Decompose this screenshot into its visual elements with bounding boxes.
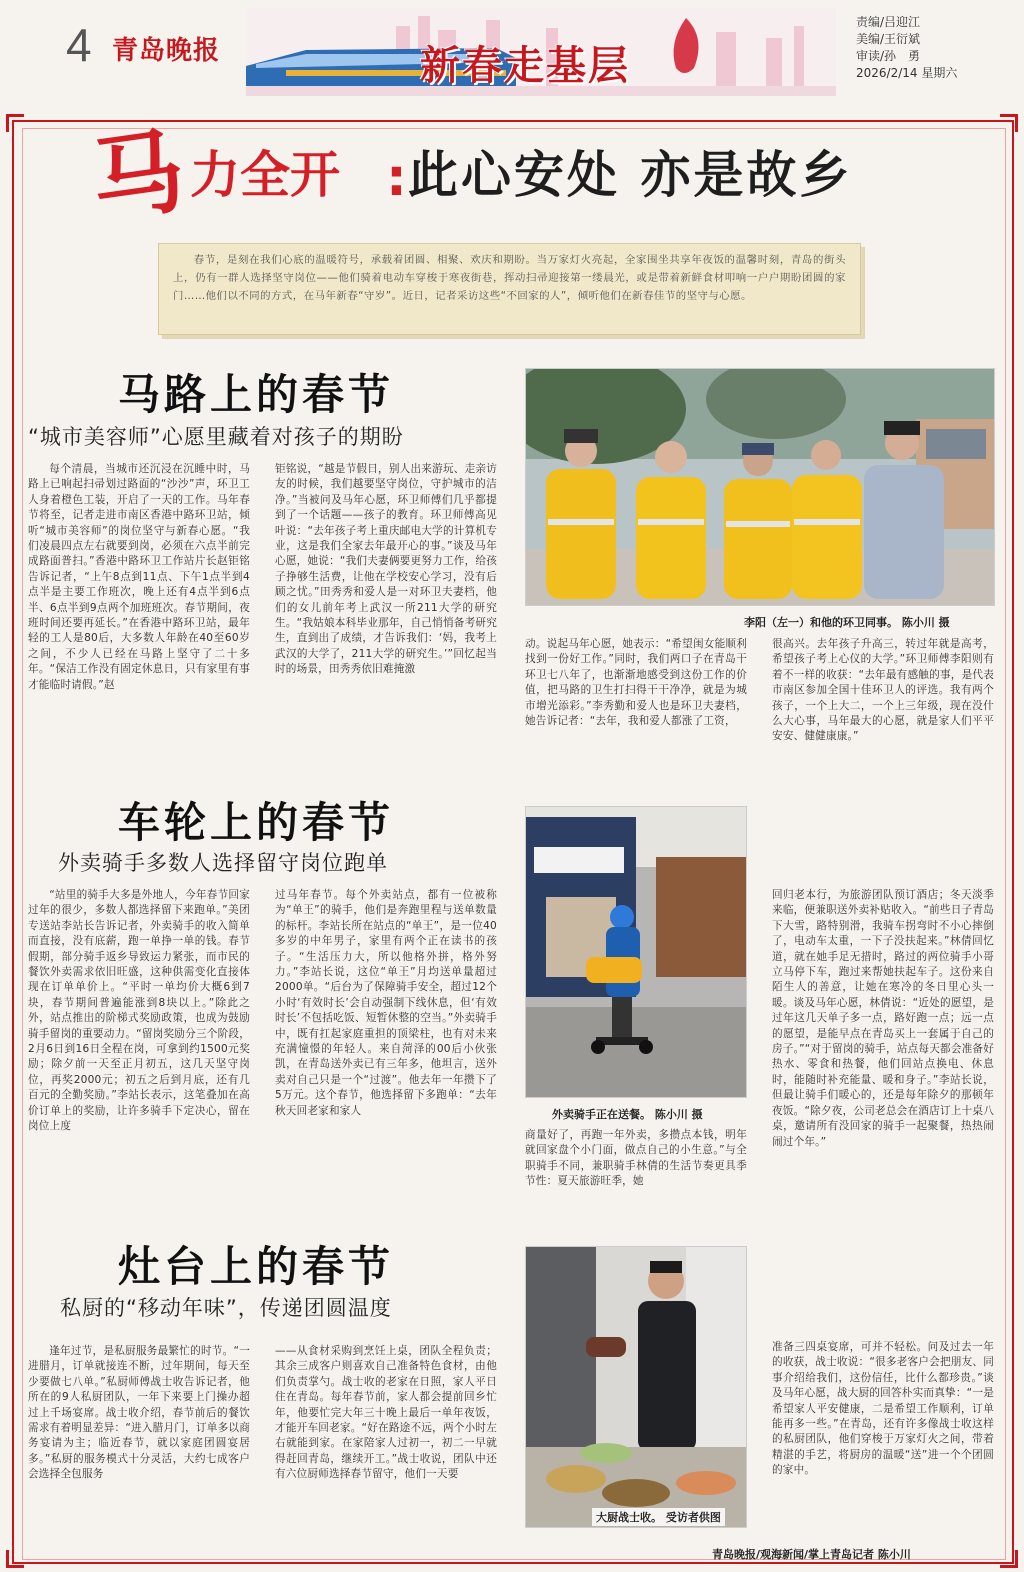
frame-corner-ornament	[1000, 1550, 1018, 1568]
editor-credits	[856, 14, 957, 82]
section-subtitle-wheels: 外卖骑手多数人选择留守岗位跑单	[58, 851, 388, 875]
frame-corner-ornament	[6, 1550, 24, 1568]
newspaper-logo: 青岛晚报	[112, 36, 221, 66]
credit-proofreader: 审读/孙 勇	[856, 49, 921, 63]
frame-corner-ornament	[6, 114, 24, 132]
photo-caption: 大厨战士收。 受访者供图	[592, 1508, 725, 1526]
section-banner-title: 新春走基层	[420, 43, 630, 89]
headline-red-part: 力全开	[190, 146, 340, 204]
article-column: 每个清晨，当城市还沉浸在沉睡中时，马路上已响起扫帚划过路面的“沙沙”声，环卫工人身着橙色工装，开启了一天的工作。马年春节将至，记者走进市南区香港中路环卫站，倾听“城市美容师”的岗位坚守与新春心愿。“我们凌晨四点左右就要到岗，必须在六点半前完成路面普扫。”香港中路环卫工作站片长赵钜铭告诉记者，“上午8点到11点、下午1点半到4点半是主要工作班次，晚上还有4点半到6点半、6点半到9点两个加班班次。春节期间，夜班时间还要再延长。”在香港中路环卫站，最年轻的工人是80后，大多数人年龄在40至60岁之间，不少人已经在马路上坚守了二十多年。“保洁工作没有固定休息日，只有家里有事才能临时请假。”赵	[28, 463, 250, 691]
photo-caption: 外卖骑手正在送餐。 陈小川 摄	[552, 1108, 703, 1121]
headline-calligraphy-ma: 马	[84, 116, 192, 236]
section-title-road: 马路上的春节	[118, 370, 395, 419]
frame-corner-ornament	[1000, 114, 1018, 132]
credit-designer: 美编/王衍斌	[856, 32, 921, 46]
section-title-stove: 灶台上的春节	[118, 1242, 395, 1291]
photo-sanitation-workers	[525, 368, 995, 606]
lede-paragraph: 春节，是刻在我们心底的温暖符号，承载着团圆、相聚、欢庆和期盼。当万家灯火亮起，全家围坐共享年夜饭的温馨时刻，青岛的街头上，仍有一群人选择坚守岗位——他们骑着电动车穿梭于寒夜街巷，挥动扫帚迎接第一缕晨光，或是带着新鲜食材叩响一户户期盼团圆的家门……他们以不同的方式，在马年新春“守岁”。近日，记者采访这些“不回家的人”，倾听他们在新春佳节的坚守与心愿。	[158, 243, 861, 335]
headline-colon: :	[386, 148, 407, 208]
page-number: 4	[66, 19, 92, 71]
headline-main: 此心安处 亦是故乡	[408, 146, 853, 204]
article-column: 钜铭说，“越是节假日，别人出来游玩、走亲访友的时候，我们越要坚守岗位，守护城市的洁净。”当被问及马年心愿，环卫师傅们几乎都提到了一个话题——孩子的教育。环卫师傅高见叶说：“去年孩子考上重庆邮电大学的计算机专业，这是我们全家去年最开心的事。”谈及马年心愿，她说：“我们夫妻俩要更努力工作，给孩子挣够生活费，让他在学校安心学习，没有后顾之忧。”田秀秀和爱人是一对环卫夫妻档，他们的女儿前年考上武汉一所211大学的研究生。“我姑娘本科毕业那年，自己悄悄备考研究生，直到出了成绩，才告诉我们：‘妈，我考上武汉的大学了，211大学的研究生。’”回忆起当时的场景，田秀秀依旧难掩激	[275, 463, 497, 676]
section-subtitle-road: “城市美容师”心愿里藏着对孩子的期盼	[28, 425, 404, 449]
footer-byline: 青岛晚报/观海新闻/掌上青岛记者 陈小川	[712, 1548, 911, 1561]
photo-delivery-rider	[525, 806, 747, 1098]
section-subtitle-stove: 私厨的“移动年味”，传递团圆温度	[60, 1296, 392, 1320]
section-title-wheels: 车轮上的春节	[118, 798, 395, 847]
photo-caption: 李阳（左一）和他的环卫同事。 陈小川 摄	[744, 616, 950, 629]
article-column: “站里的骑手大多是外地人，今年春节回家过年的很少，多数人都选择留下来跑单。”美团专送站李站长告诉记者，外卖骑手的收入简单而直接，没有底薪，跑一单挣一单的钱。春节假期，部分骑手返乡导致运力紧张，而市民的餐饮外卖需求依旧旺盛，这种供需变化直接体现在订单单价上。“平时一单均价大概6到7块，春节期间普遍能涨到8块以上。”除此之外，站点推出的阶梯式奖励政策，也成为鼓励骑手留岗的重要动力。“留岗奖励分三个阶段，2月6日到16日全程在岗，可拿到约1500元奖励；除夕前一天至正月初五，这几天坚守岗位，再奖2000元；初五之后到月底，还有几百元的全勤奖励。”李站长表示，这笔叠加在高价订单上的奖励，让许多骑手下定决心，留在岗位上度	[28, 889, 250, 1133]
issue-date: 2026/2/14 星期六	[856, 66, 958, 80]
article-column: 逢年过节，是私厨服务最繁忙的时节。“一进腊月，订单就接连不断，过年期间，每天至少要做七八单。”私厨师傅战士收告诉记者，他所在的9人私厨团队，一年下来要上门操办超过上千场宴席。战士收介绍，春节前后的餐饮需求有着明显差异：“进入腊月门，订单多以商务宴请为主；临近春节，就以家庭团圆宴居多。”私厨的服务模式十分灵活，大约七成客户会选择全包服务	[28, 1345, 250, 1481]
article-column: 很高兴。去年孩子升高三，转过年就是高考，希望孩子考上心仪的大学。”环卫师傅李阳则有着不一样的收获：“去年最有感触的事，是代表市南区参加全国十佳环卫人的评选。我有两个孩子，一个上大二，一个上三年级，现在没什么大心事，马年最大的心愿，就是家人们平平安安、健健康康。”	[772, 638, 994, 743]
article-column: 过马年春节。每个外卖站点，都有一位被称为“单王”的骑手，他们是奔跑里程与送单数量的标杆。李站长所在站点的“单王”，是一位40多岁的中年男子，家里有两个正在读书的孩子。“生活压力大，所以他格外拼，格外努力。”李站长说，这位“单王”月均送单量超过2000单。“后台为了保障骑手安全，超过12个小时‘有效时长’会自动强制下线休息，但‘有效时长’不包括吃饭、短暂休整的空当。”外卖骑手中，既有扛起家庭重担的顶梁柱，也有对未来充满憧憬的年轻人。来自菏泽的00后小伙张凯，在青岛送外卖已有三年多，他坦言，送外卖对自己只是一个“过渡”。他去年一年攒下了5万元。这个春节，他选择留下多跑单：“去年秋天回老家和家人	[275, 889, 497, 1117]
photo-private-chef	[525, 1246, 747, 1528]
article-column: 回归老本行，为旅游团队预订酒店；冬天淡季来临，便兼职送外卖补贴收入。“前些日子青岛下大雪，路特别滑，我骑车拐弯时不小心摔倒了，电动车太重，一下子没扶起来。”林倩回忆道，就在她手足无措时，路过的两位骑手小哥立马停下车，跑过来帮她扶起车子。这份来自陌生人的善意，让她在寒冷的冬日里心头一暖。谈及马年心愿，林倩说：“近处的愿望，是过年这几天单子多一点，路好跑一点；远一点的愿望，是能早点在青岛买上一套属于自己的房子。”“对于留岗的骑手，站点每天都会准备好热水、零食和热餐，他们回站点换电、休息时，能随时补充能量、暖和身子。”李站长说，但最让骑手们暖心的，还是每年除夕的那顿年夜饭。“除夕夜，公司老总会在酒店订上十桌八桌，邀请所有没回家的骑手一起聚餐，热热闹闹过个年。”	[772, 889, 994, 1148]
article-column: 准备三四桌宴席，可并不轻松。问及过去一年的收获，战士收说：“很多老客户会把朋友、同事介绍给我们，这份信任，比什么都珍贵。”谈及马年心愿，战大厨的回答朴实而真挚：“一是希望家人平安健康，二是希望工作顺利，订单能再多一些。”在青岛，还有许多像战士收这样的私厨团队，他们穿梭于万家灯火之间，带着精湛的手艺，将厨房的温暖“送”进一个个团圆的家中。	[772, 1341, 994, 1477]
article-column: 动。说起马年心愿，她表示：“希望闺女能顺利找到一份好工作。”同时，我们两口子在青岛干环卫七八年了，也渐渐地感受到这份工作的价值，把马路的卫生打扫得干干净净，就是为城市增光添彩。”李秀勤和爱人也是环卫夫妻档，她告诉记者：“去年，我和爱人都涨了工资，	[525, 638, 747, 728]
article-column: ——从食材采购到烹饪上桌，团队全程负责；其余三成客户则喜欢自己准备特色食材，由他们负责掌勺。战士收的老家在日照，家人平日住在青岛。每年春节前，家人都会提前回乡忙年，他要忙完大年三十晚上最后一单年夜饭，才能开车回老家。“好在路途不远，两个小时左右就能到家。在家陪家人过初一，初二一早就得赶回青岛，继续开工。”战士收说，团队中还有六位厨师选择春节留守，他们一天要	[275, 1345, 497, 1481]
credit-editor: 责编/吕迎江	[856, 15, 921, 29]
article-column: 商量好了，再跑一年外卖，多攒点本钱，明年就回家盘个小门面，做点自己的小生意。”与全职骑手不同，兼职骑手林倩的生活节奏更具季节性：夏天旅游旺季，她	[525, 1129, 747, 1188]
